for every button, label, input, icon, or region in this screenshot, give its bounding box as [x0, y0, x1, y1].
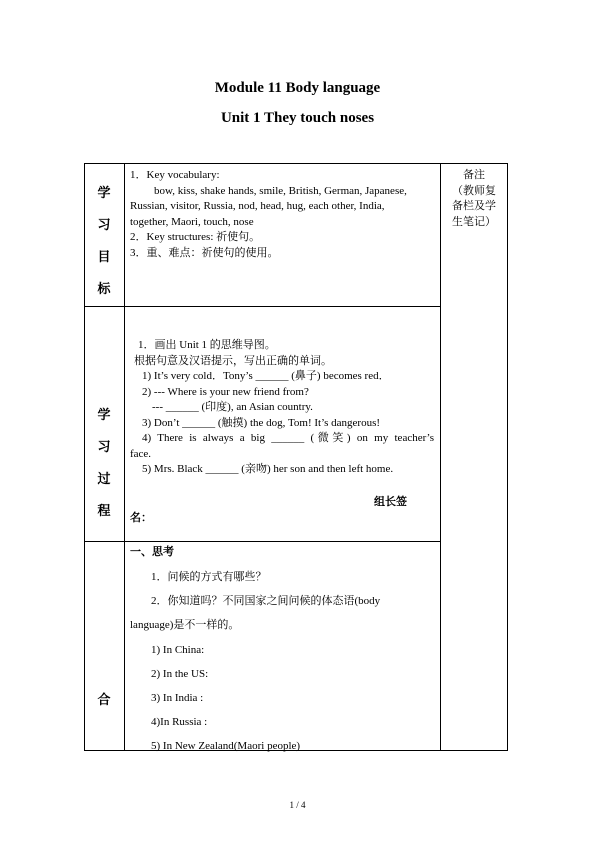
table-border-col2: [440, 163, 441, 751]
table-border-top: [84, 163, 508, 164]
exercise-item: 5) Mrs. Black ______ (亲吻) her son and then left home.: [142, 463, 394, 475]
section-label-process: 学 习 过 程: [97, 407, 111, 518]
question-2-cont: language)是不一样的。: [130, 619, 240, 631]
notes-column: 备注 （教师复 备栏及学 生笔记）: [452, 169, 496, 228]
answer-line: 2) In the US:: [151, 668, 209, 680]
think-heading: 一、思考: [130, 546, 174, 558]
exercise-item: face.: [130, 447, 152, 460]
group-leader-signature: 组长签: [374, 496, 407, 508]
page-number: 1 / 4: [289, 800, 306, 810]
question-1: 1．问候的方式有哪些？: [151, 571, 267, 583]
module-title: Module 11 Body language: [214, 80, 381, 96]
answer-line: 1) In China:: [151, 644, 205, 656]
vocabulary-block: 1．Key vocabulary: bow, kiss, shake hands, smile, British, German, Japanese, Russian, visitor, Russia, nod, head, hug, each other, India, together, Maori, touch, nose 2．Key structures: 祈使句。 3．重、难点：祈使句的使用。: [130, 169, 407, 259]
table-divider-2: [84, 541, 441, 542]
section-label-cooperate: 合: [97, 692, 111, 707]
signature-name-label: 名：: [130, 512, 152, 524]
exercise-item: 4) There is always a big ______ (微笑) on my teacher’s: [142, 432, 434, 444]
answer-line: 5) In New Zealand(Maori people): [151, 740, 301, 752]
exercise-item: 2) --- Where is your new friend from?: [142, 385, 309, 398]
question-2: 2．你知道吗？不同国家之间问候的体态语(body: [151, 595, 381, 607]
answer-line: 4)In Russia :: [151, 716, 208, 728]
answer-line: 3) In India :: [151, 692, 204, 704]
exercise-item: 3) Don’t ______ (触摸) the dog, Tom! It’s dangerous!: [142, 416, 381, 429]
section-label-goals: 学 习 目 标: [97, 185, 111, 296]
table-divider-1: [84, 306, 441, 307]
exercise-item: --- ______ (印度), an Asian country.: [152, 401, 313, 413]
table-border-right: [507, 163, 508, 751]
exercise-block: 1．画出 Unit 1 的思维导图。 根据句意及汉语提示，写出正确的单词。 1) It’s very cold．Tony’s ______ (鼻子) becomes red． 2) --- Where is your new friend from? --- ______ (印度), an Asian country. 3) Don’t ______ (触摸) the dog, Tom! It’s dangerous! 4) There is always a big ______ (微笑) on my teacher’s face. 5) Mrs. Black ______ (亲吻) her son and then left home.: [134, 338, 434, 478]
exercise-item: 1) It’s very cold．Tony’s ______ (鼻子) becomes red．: [142, 370, 390, 382]
unit-title: Unit 1 They touch noses: [220, 110, 375, 126]
table-border-col1: [124, 163, 125, 751]
